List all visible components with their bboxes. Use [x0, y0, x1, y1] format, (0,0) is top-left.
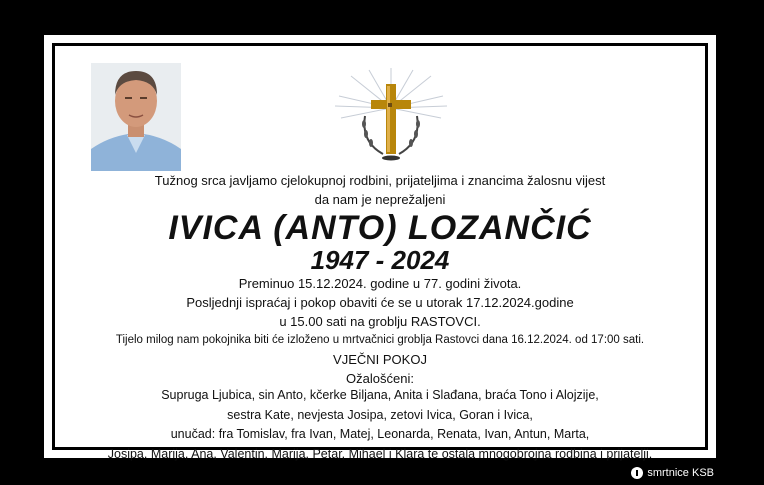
deceased-name: IVICA (ANTO) LOZANČIĆ — [168, 209, 592, 247]
info-circle-icon — [631, 467, 643, 479]
mourners-line: Josipa, Marija, Ana, Valentin, Marija, Petar, Mihael i Klara te ostala mnogobrojna rodbina i prijatelji. — [107, 446, 653, 461]
funeral-line-1: Posljednji ispraćaj i pokop obaviti će se u utorak 17.12.2024.godine — [186, 295, 574, 310]
intro-line-1: Tužnog srca javljamo cjelokupnoj rodbini, prijateljima i znancima žalosnu vijest — [154, 173, 606, 188]
viewing-line: Tijelo milog nam pokojnika biti će izloženo u mrtvačnici groblja Rastovci dana 16.12.2024. od 17:00 sati. — [115, 334, 645, 346]
life-years: 1947 - 2024 — [310, 245, 450, 275]
watermark-text: smrtnice KSB — [647, 467, 714, 479]
watermark — [631, 467, 714, 479]
mourners-line: unučad: fra Tomislav, fra Ivan, Matej, Leonarda, Renata, Ivan, Antun, Marta, — [170, 427, 590, 441]
died-line: Preminuo 15.12.2024. godine u 77. godini života. — [238, 276, 522, 291]
mourners-list — [55, 386, 705, 464]
cross-emblem-icon — [331, 66, 451, 166]
eternal-rest: VJEČNI POKOJ — [333, 352, 427, 367]
obituary-card — [44, 35, 716, 461]
mourners-line: sestra Kate, nevjesta Josipa, zetovi Ivica, Goran i Ivica, — [227, 407, 533, 422]
mourners-title: Ožalošćeni: — [346, 371, 414, 386]
portrait-photo — [91, 63, 181, 171]
funeral-line-2: u 15.00 sati na groblju RASTOVCI. — [279, 314, 481, 329]
card-border — [52, 43, 708, 461]
intro-line-2: da nam je neprežaljeni — [314, 192, 446, 207]
details-text — [55, 274, 705, 388]
intro-text — [55, 171, 705, 209]
mourners-line: Supruga Ljubica, sin Anto, kčerke Biljana, Anita i Slađana, braća Tono i Alojzije, — [161, 388, 599, 402]
